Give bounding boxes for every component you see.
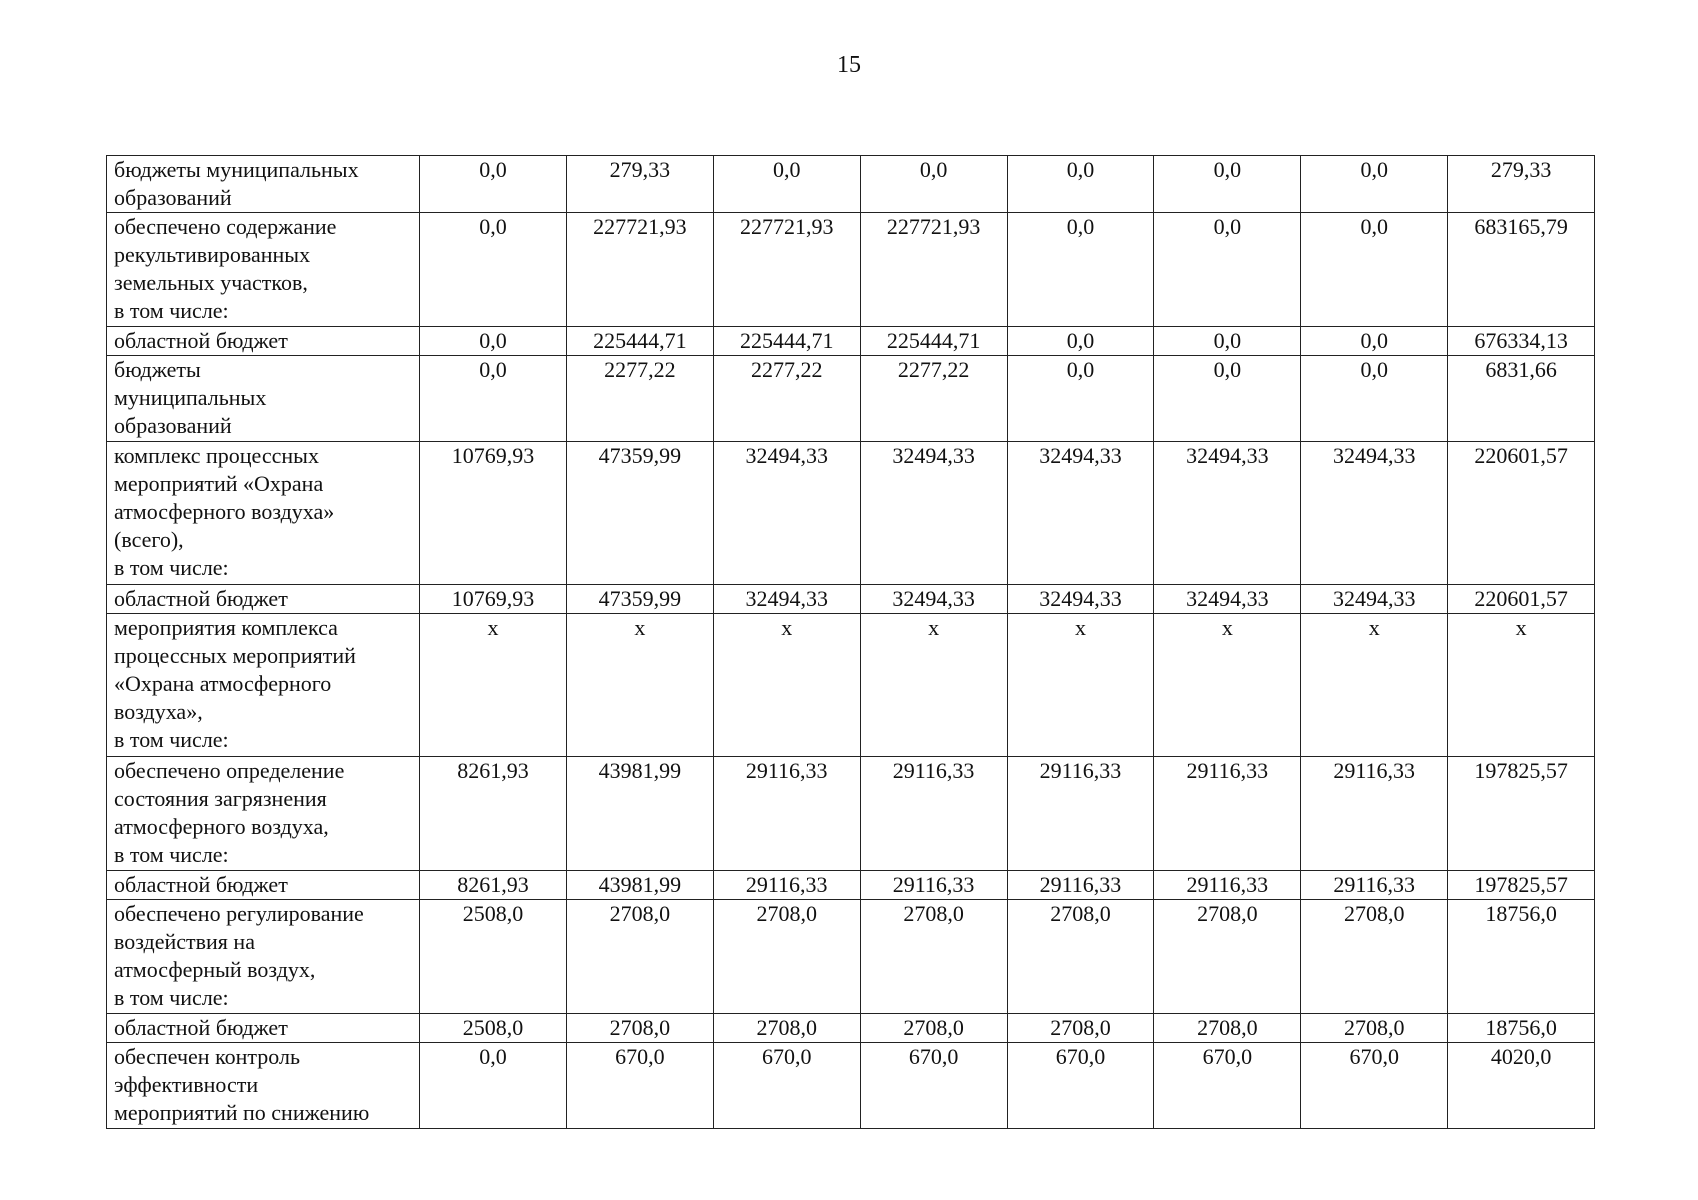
value-cell: 2708,0 — [713, 1014, 860, 1043]
value-cell: 43981,99 — [566, 757, 713, 871]
value-cell: 6831,66 — [1448, 356, 1595, 442]
value-cell: 670,0 — [713, 1043, 860, 1129]
value-cell: 0,0 — [1301, 156, 1448, 213]
table-row — [107, 1014, 1595, 1043]
value-cell: х — [713, 614, 860, 757]
row-label: областной бюджет — [107, 585, 420, 614]
value-cell: 47359,99 — [566, 585, 713, 614]
value-cell: 29116,33 — [1301, 871, 1448, 900]
value-cell: 29116,33 — [1301, 757, 1448, 871]
value-cell: 18756,0 — [1448, 1014, 1595, 1043]
value-cell: 47359,99 — [566, 442, 713, 585]
row-label: комплекс процессных мероприятий «Охрана атмосферного воздуха» (всего), в том числе: — [107, 442, 420, 585]
value-cell: 0,0 — [1154, 327, 1301, 356]
value-cell: 0,0 — [420, 327, 567, 356]
value-cell: 29116,33 — [1007, 757, 1154, 871]
value-cell: 2708,0 — [713, 900, 860, 1014]
value-cell: 0,0 — [860, 156, 1007, 213]
value-cell: 670,0 — [860, 1043, 1007, 1129]
value-cell: 29116,33 — [1007, 871, 1154, 900]
value-cell: 2708,0 — [860, 1014, 1007, 1043]
table-row — [107, 757, 1595, 871]
value-cell: 29116,33 — [860, 871, 1007, 900]
value-cell: 0,0 — [1154, 156, 1301, 213]
value-cell: 32494,33 — [1007, 585, 1154, 614]
value-cell: х — [860, 614, 1007, 757]
value-cell: 670,0 — [1154, 1043, 1301, 1129]
table-row — [107, 871, 1595, 900]
row-label: областной бюджет — [107, 871, 420, 900]
value-cell: 2708,0 — [860, 900, 1007, 1014]
value-cell: 0,0 — [1301, 327, 1448, 356]
table-row — [107, 585, 1595, 614]
value-cell: 2708,0 — [1301, 900, 1448, 1014]
value-cell: 0,0 — [1007, 213, 1154, 327]
value-cell: 32494,33 — [1301, 585, 1448, 614]
value-cell: 2708,0 — [1007, 900, 1154, 1014]
value-cell: х — [1448, 614, 1595, 757]
value-cell: 0,0 — [1007, 356, 1154, 442]
value-cell: 2708,0 — [1154, 900, 1301, 1014]
value-cell: 197825,57 — [1448, 871, 1595, 900]
value-cell: 0,0 — [713, 156, 860, 213]
value-cell: 225444,71 — [860, 327, 1007, 356]
row-label: областной бюджет — [107, 1014, 420, 1043]
value-cell: 10769,93 — [420, 585, 567, 614]
value-cell: 2708,0 — [1301, 1014, 1448, 1043]
table-row — [107, 213, 1595, 327]
value-cell: 32494,33 — [860, 442, 1007, 585]
table-row — [107, 1043, 1595, 1129]
value-cell: 0,0 — [1154, 213, 1301, 327]
value-cell: 227721,93 — [566, 213, 713, 327]
value-cell: 0,0 — [420, 156, 567, 213]
value-cell: 32494,33 — [860, 585, 1007, 614]
budget-table-body — [107, 156, 1595, 1129]
row-label: бюджеты муниципальных образований — [107, 356, 420, 442]
row-label: мероприятия комплекса процессных мероприятий «Охрана атмосферного воздуха», в том числе: — [107, 614, 420, 757]
table-row — [107, 442, 1595, 585]
value-cell: 32494,33 — [713, 442, 860, 585]
table-row — [107, 900, 1595, 1014]
value-cell: х — [1007, 614, 1154, 757]
value-cell: 279,33 — [566, 156, 713, 213]
table-row — [107, 356, 1595, 442]
value-cell: 29116,33 — [713, 757, 860, 871]
value-cell: 18756,0 — [1448, 900, 1595, 1014]
value-cell: 2277,22 — [566, 356, 713, 442]
value-cell: 2277,22 — [713, 356, 860, 442]
page-number: 15 — [837, 52, 861, 78]
value-cell: 32494,33 — [1301, 442, 1448, 585]
table-row — [107, 327, 1595, 356]
value-cell: 32494,33 — [1154, 442, 1301, 585]
row-label: обеспечен контроль эффективности мероприятий по снижению — [107, 1043, 420, 1129]
value-cell: 8261,93 — [420, 757, 567, 871]
value-cell: 32494,33 — [713, 585, 860, 614]
value-cell: 29116,33 — [1154, 757, 1301, 871]
value-cell: 2708,0 — [1007, 1014, 1154, 1043]
value-cell: х — [566, 614, 713, 757]
row-label: обеспечено определение состояния загрязнения атмосферного воздуха, в том числе: — [107, 757, 420, 871]
value-cell: 220601,57 — [1448, 585, 1595, 614]
value-cell: х — [1154, 614, 1301, 757]
value-cell: 227721,93 — [713, 213, 860, 327]
value-cell: 4020,0 — [1448, 1043, 1595, 1129]
value-cell: 2277,22 — [860, 356, 1007, 442]
value-cell: 227721,93 — [860, 213, 1007, 327]
row-label: бюджеты муниципальных образований — [107, 156, 420, 213]
table-row — [107, 156, 1595, 213]
value-cell: 29116,33 — [1154, 871, 1301, 900]
value-cell: х — [1301, 614, 1448, 757]
value-cell: 2508,0 — [420, 1014, 567, 1043]
value-cell: 279,33 — [1448, 156, 1595, 213]
value-cell: 2708,0 — [566, 1014, 713, 1043]
value-cell: 670,0 — [1301, 1043, 1448, 1129]
value-cell: 43981,99 — [566, 871, 713, 900]
value-cell: 8261,93 — [420, 871, 567, 900]
value-cell: 2708,0 — [1154, 1014, 1301, 1043]
value-cell: 2508,0 — [420, 900, 567, 1014]
value-cell: 220601,57 — [1448, 442, 1595, 585]
value-cell: 670,0 — [1007, 1043, 1154, 1129]
value-cell: 32494,33 — [1007, 442, 1154, 585]
value-cell: 32494,33 — [1154, 585, 1301, 614]
value-cell: 225444,71 — [713, 327, 860, 356]
value-cell: 197825,57 — [1448, 757, 1595, 871]
value-cell: 0,0 — [1007, 327, 1154, 356]
value-cell: 0,0 — [1007, 156, 1154, 213]
value-cell: 0,0 — [420, 1043, 567, 1129]
value-cell: 0,0 — [1301, 213, 1448, 327]
row-label: областной бюджет — [107, 327, 420, 356]
value-cell: 2708,0 — [566, 900, 713, 1014]
row-label: обеспечено регулирование воздействия на атмосферный воздух, в том числе: — [107, 900, 420, 1014]
value-cell: 10769,93 — [420, 442, 567, 585]
value-cell: 683165,79 — [1448, 213, 1595, 327]
value-cell: 0,0 — [1301, 356, 1448, 442]
table-row — [107, 614, 1595, 757]
value-cell: 29116,33 — [860, 757, 1007, 871]
value-cell: 670,0 — [566, 1043, 713, 1129]
value-cell: х — [420, 614, 567, 757]
value-cell: 225444,71 — [566, 327, 713, 356]
value-cell: 0,0 — [420, 213, 567, 327]
value-cell: 0,0 — [420, 356, 567, 442]
row-label: обеспечено содержание рекультивированных земельных участков, в том числе: — [107, 213, 420, 327]
value-cell: 0,0 — [1154, 356, 1301, 442]
value-cell: 676334,13 — [1448, 327, 1595, 356]
budget-table — [106, 155, 1595, 1129]
value-cell: 29116,33 — [713, 871, 860, 900]
